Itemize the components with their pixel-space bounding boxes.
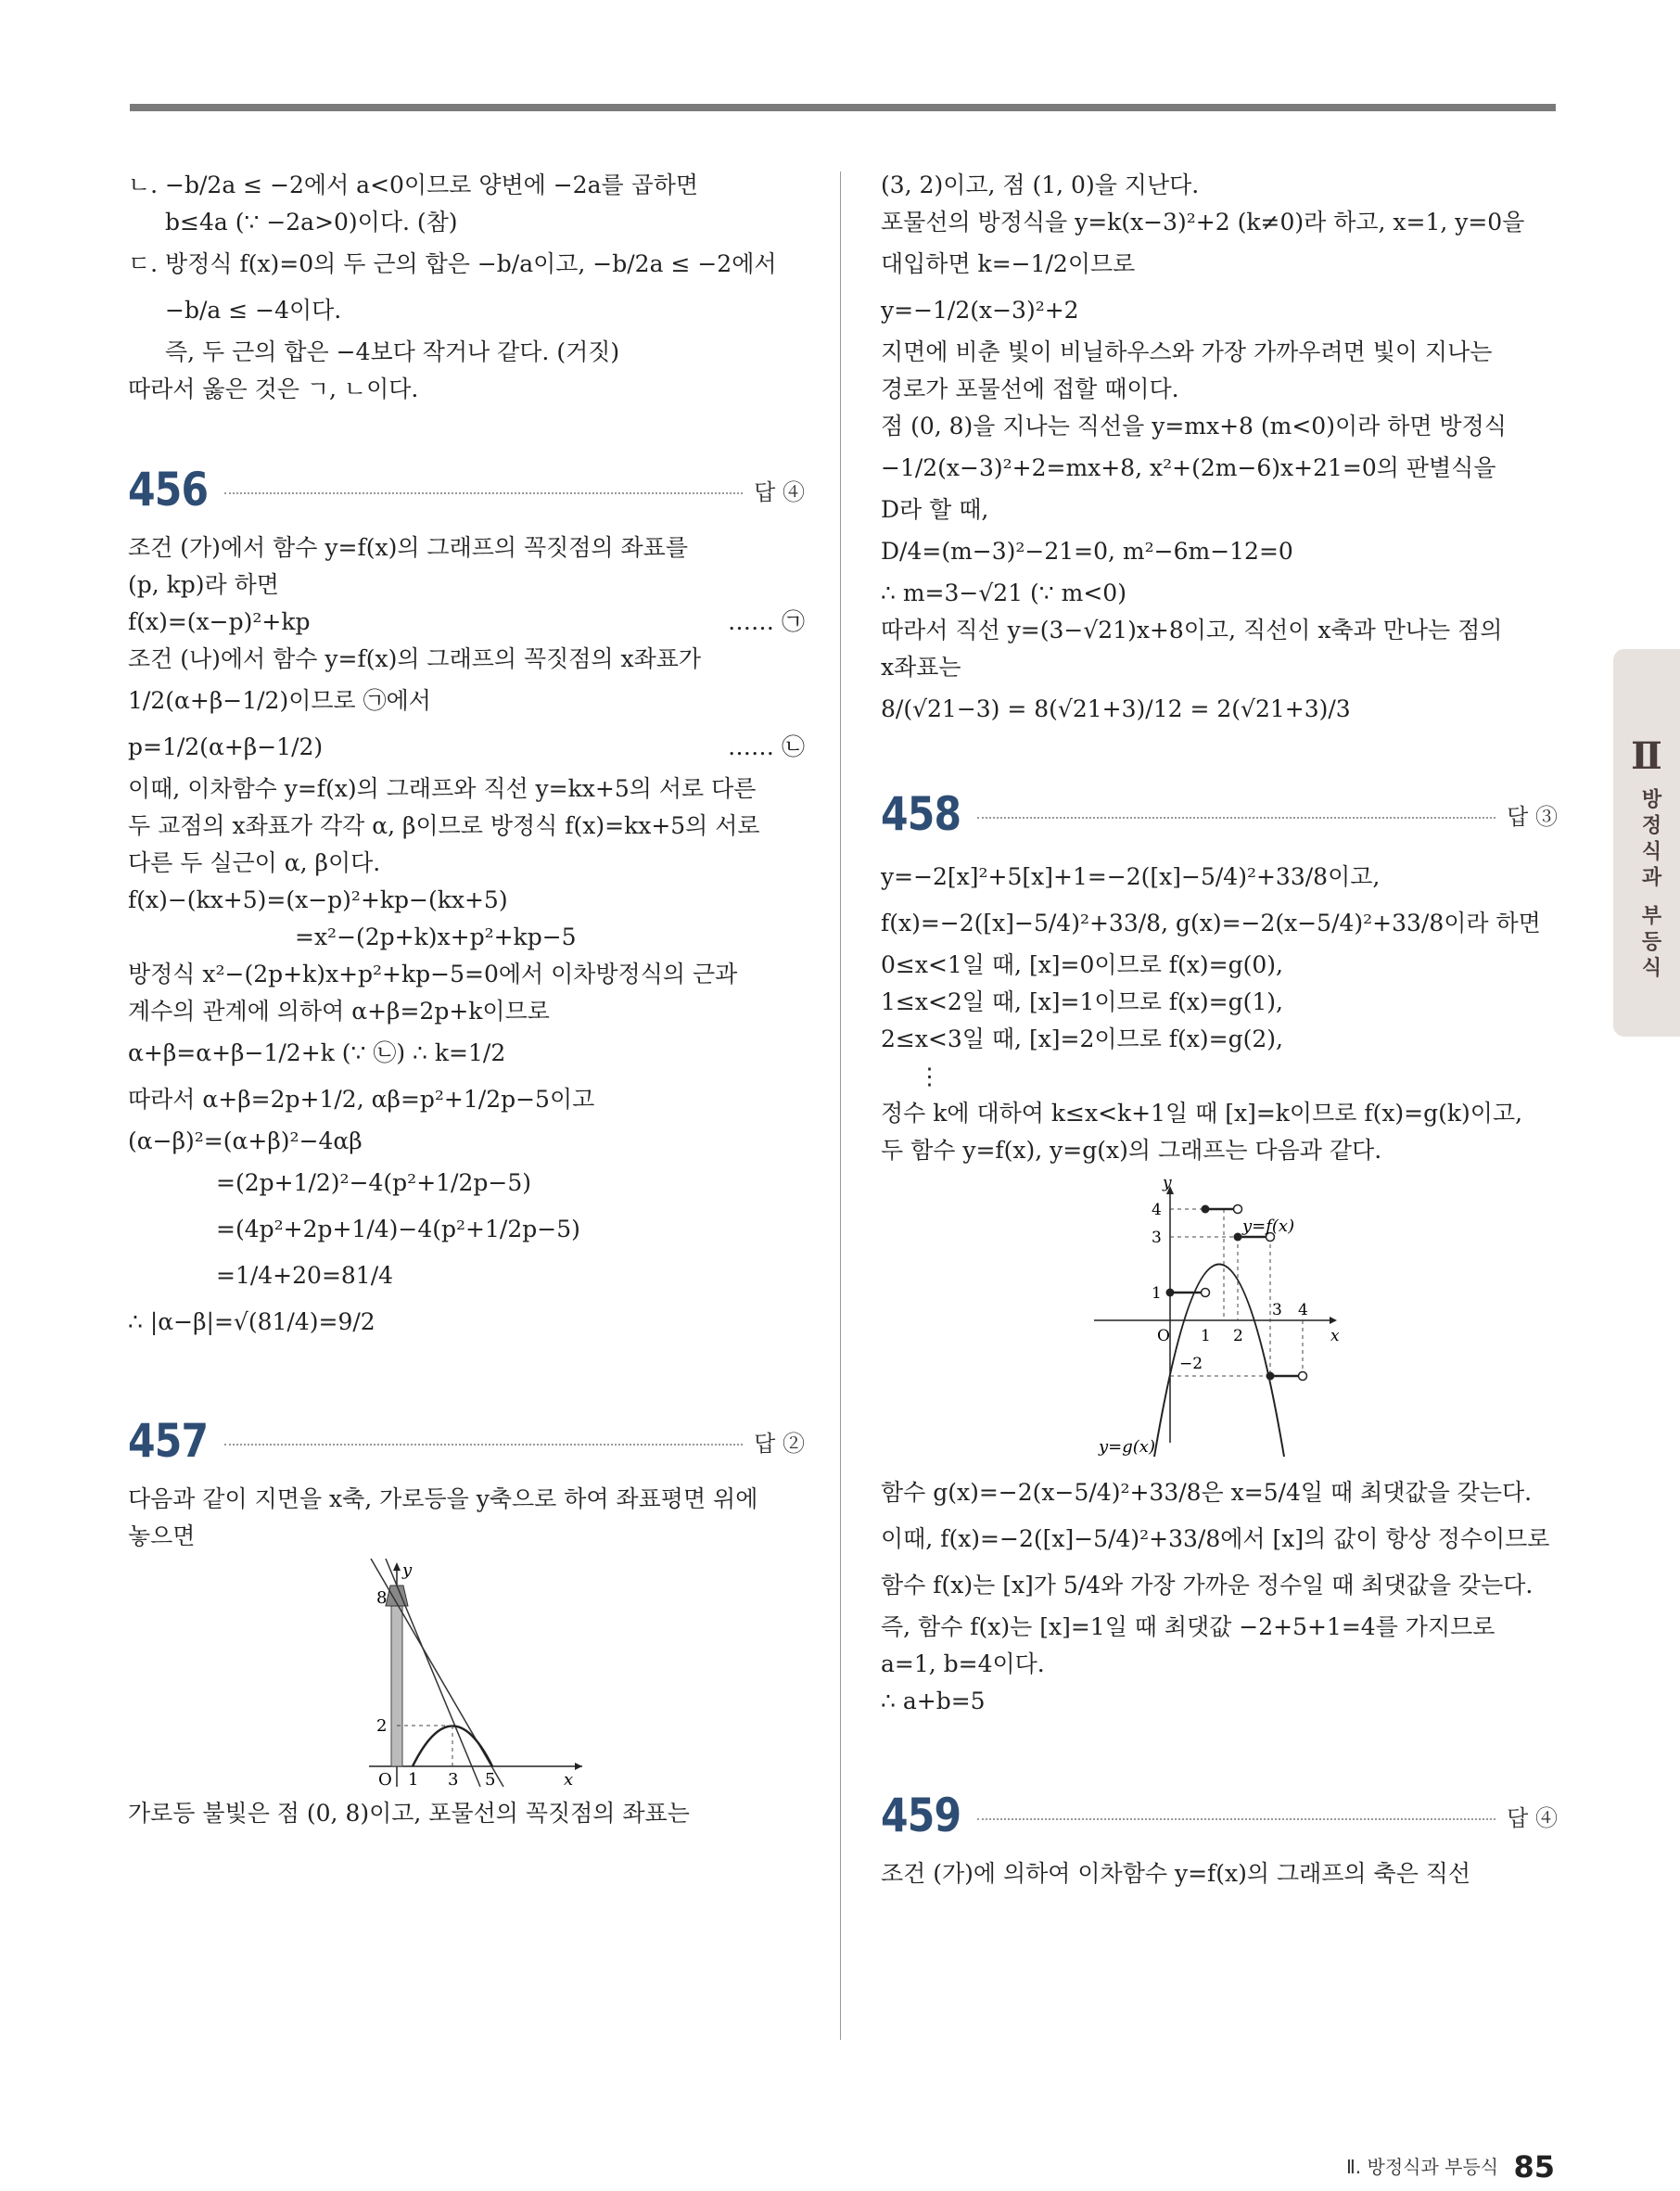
closed-point [1202,1205,1210,1214]
tick-label: 1 [1201,1327,1211,1345]
curve-label-g: y=g(x) [1099,1437,1155,1457]
text-line: (α−β)²=(α+β)²−4αβ [128,1127,363,1154]
text-line: y=−1/2(x−3)²+2 [881,297,1079,324]
text-line: 함수 f(x)는 [x]가 5/4와 가장 가까운 정수일 때 최댓값을 갖는다. [881,1572,1534,1599]
column-divider [840,172,841,2040]
text-line: =(2p+1/2)²−4(p²+1/2p−5) [216,1169,531,1196]
open-point [1234,1205,1242,1214]
tick-label: 4 [1152,1201,1162,1219]
open-point [1299,1372,1307,1381]
x-label: x [1330,1327,1340,1345]
text-line: =(4p²+2p+1/4)−4(p²+1/2p−5) [216,1216,580,1242]
right-column [881,167,1558,1892]
page-footer [1346,2149,1555,2185]
floor-function-graph [881,1169,1558,1466]
problem-458-header [881,782,1558,847]
tick-label: 1 [408,1770,419,1790]
chapter-roman: Ⅱ [1631,734,1662,778]
text-line: b≤4a (∵ −2a>0)이다. (참) [165,209,458,236]
streetlight-graph [128,1555,805,1791]
equation: f(x)=(x−p)²+kp [128,608,311,635]
text-line: 2≤x<3일 때, [x]=2이므로 f(x)=g(2), [881,1025,1283,1052]
chapter-title-vertical: 방정식과 부등식 [1638,788,1661,983]
text-line: −b/a ≤ −4이다. [165,297,342,324]
text-line: 두 함수 y=f(x), y=g(x)의 그래프는 다음과 같다. [881,1137,1382,1164]
text-line: 함수 g(x)=−2(x−5/4)²+33/8은 x=5/4일 때 최댓값을 갖는다. [881,1479,1533,1506]
tick-label: 3 [1152,1229,1162,1247]
text-line: =x²−(2p+k)x+p²+kp−5 [295,924,577,950]
text-line: a=1, b=4이다. [881,1650,1045,1677]
text-line: f(x)=−2([x]−5/4)²+33/8, g(x)=−2(x−5/4)²+33/8이라 하면 [881,910,1541,936]
text-line: ∴ m=3−√21 (∵ m<0) [881,580,1126,606]
dotted-leader [224,1444,743,1446]
text-line: 다음과 같이 지면을 x축, 가로등을 y축으로 하여 좌표평면 위에 [128,1485,758,1512]
tick-label: 5 [485,1770,496,1790]
text-line: 놓으면 [128,1522,196,1549]
lamp-post [391,1587,402,1766]
text-line [128,604,805,641]
answer-label: 답 ④ [1507,1804,1558,1831]
left-column [128,167,805,1832]
text-line: 두 교점의 x좌표가 각각 α, β이므로 방정식 f(x)=kx+5의 서로 [128,812,760,839]
text-line: 이때, f(x)=−2([x]−5/4)²+33/8에서 [x]의 값이 항상 정수이므로 [881,1525,1550,1552]
open-point [1202,1289,1210,1297]
text-line: D라 할 때, [881,496,989,523]
text-line: D/4=(m−3)²−21=0, m²−6m−12=0 [881,538,1293,565]
origin-label: O [1157,1327,1170,1345]
text-line: 1/2(α+β−1/2)이므로 ㉠에서 [128,687,431,714]
text-line: 1≤x<2일 때, [x]=1이므로 f(x)=g(1), [881,988,1283,1015]
text-line: 계수의 관계에 의하여 α+β=2p+k이므로 [128,998,550,1025]
text-line: 가로등 불빛은 점 (0, 8)이고, 포물선의 꼭짓점의 좌표는 [128,1800,690,1827]
text-line: (3, 2)이고, 점 (1, 0)을 지난다. [881,172,1200,198]
text-line: 이때, 이차함수 y=f(x)의 그래프와 직선 y=kx+5의 서로 다른 [128,775,757,802]
text-line: ㄷ. 방정식 f(x)=0의 두 근의 합은 −b/a이고, −b/2a ≤ −2에서 [128,250,777,277]
answer-label: 답 ② [754,1430,805,1457]
text-line: α+β=α+β−1/2+k (∵ ㉡) ∴ k=1/2 [128,1039,506,1066]
y-arrow [393,1562,401,1571]
answer-label: 답 ③ [1507,803,1558,830]
footer-chapter: Ⅱ. 방정식과 부등식 [1345,2156,1499,2178]
chapter-side-tab [1613,649,1680,1037]
closed-point [1266,1372,1275,1381]
equation-tag: …… ㉠ [728,608,805,635]
page-number: 85 [1513,2149,1555,2185]
tick-label: 2 [1233,1327,1243,1345]
text-line: 따라서 직선 y=(3−√21)x+8이고, 직선이 x축과 만나는 점의 [881,617,1503,643]
problem-number: 457 [128,1414,209,1468]
problem-459-header [881,1783,1558,1848]
text-line: =1/4+20=81/4 [216,1262,394,1289]
x-arrow [575,1763,582,1770]
text-line: 조건 (가)에서 함수 y=f(x)의 그래프의 꼭짓점의 좌표를 [128,534,688,561]
tick-label: 2 [376,1716,388,1736]
text-line: 포물선의 방정식을 y=k(x−3)²+2 (k≠0)라 하고, x=1, y=0을 [881,209,1525,236]
problem-456-header [128,457,805,522]
tick-label: −2 [1179,1355,1203,1373]
tick-label: 3 [448,1770,459,1790]
parabola [413,1726,492,1767]
text-line: ⋮ [918,1063,941,1089]
closed-point [1234,1233,1242,1242]
text-line: 점 (0, 8)을 지나는 직선을 y=mx+8 (m<0)이라 하면 방정식 [881,413,1507,439]
text-line: 즉, 함수 f(x)는 [x]=1일 때 최댓값 −2+5+1=4를 가지므로 [881,1613,1495,1640]
problem-number: 459 [881,1789,961,1842]
text-line: ㄴ. −b/2a ≤ −2에서 a<0이므로 양변에 −2a를 곱하면 [128,172,699,198]
text-line: −1/2(x−3)²+2=mx+8, x²+(2m−6)x+21=0의 판별식을 [881,454,1496,481]
problem-457-header [128,1408,805,1473]
text-line: 방정식 x²−(2p+k)x+p²+kp−5=0에서 이차방정식의 근과 [128,961,738,987]
text-line: 경로가 포물선에 접할 때이다. [881,376,1179,402]
curve-label-f: y=f(x) [1242,1217,1295,1236]
text-line: x좌표는 [881,654,961,681]
equation: p=1/2(α+β−1/2) [128,733,324,760]
text-line: f(x)−(kx+5)=(x−p)²+kp−(kx+5) [128,886,508,913]
text-line: 따라서 α+β=2p+1/2, αβ=p²+1/2p−5이고 [128,1086,595,1113]
top-rule [130,104,1556,111]
text-line: 따라서 옳은 것은 ㄱ, ㄴ이다. [128,376,419,402]
text-line: 8/(√21−3) = 8(√21+3)/12 = 2(√21+3)/3 [881,695,1351,722]
x-label: x [564,1770,574,1790]
text-line: y=−2[x]²+5[x]+1=−2([x]−5/4)²+33/8이고, [881,863,1381,890]
origin-label: O [378,1770,392,1790]
tick-label: 4 [1298,1301,1308,1319]
text-line: 대입하면 k=−1/2이므로 [881,250,1136,277]
closed-point [1166,1289,1175,1297]
dotted-leader [977,1818,1495,1820]
equation-tag: …… ㉡ [728,733,805,760]
text-line: 즉, 두 근의 합은 −4보다 작거나 같다. (거짓) [165,338,620,365]
dotted-leader [977,817,1495,819]
text-line: ∴ |α−β|=√(81/4)=9/2 [128,1308,375,1335]
tick-label: 3 [1272,1301,1282,1319]
text-line: 조건 (나)에서 함수 y=f(x)의 그래프의 꼭짓점의 x좌표가 [128,645,702,672]
answer-label: 답 ④ [754,478,805,505]
text-line [128,724,805,771]
y-label: y [402,1560,413,1580]
text-line: 조건 (가)에 의하여 이차함수 y=f(x)의 그래프의 축은 직선 [881,1860,1471,1887]
problem-number: 458 [881,787,961,841]
text-line: 0≤x<1일 때, [x]=0이므로 f(x)=g(0), [881,951,1283,978]
x-arrow [1330,1317,1337,1324]
y-label: y [1163,1174,1172,1192]
problem-number: 456 [128,463,209,516]
text-line: (p, kp)라 하면 [128,571,279,598]
text-line: 다른 두 실근이 α, β이다. [128,849,381,876]
tick-label: 1 [1152,1284,1162,1303]
tick-label: 8 [376,1588,388,1608]
dotted-leader [224,492,743,494]
text-line: 지면에 비춘 빛이 비닐하우스와 가장 가까우려면 빛이 지나는 [881,338,1493,365]
text-line: 정수 k에 대하여 k≤x<k+1일 때 [x]=k이므로 f(x)=g(k)이고, [881,1100,1523,1127]
text-line: ∴ a+b=5 [881,1688,986,1714]
